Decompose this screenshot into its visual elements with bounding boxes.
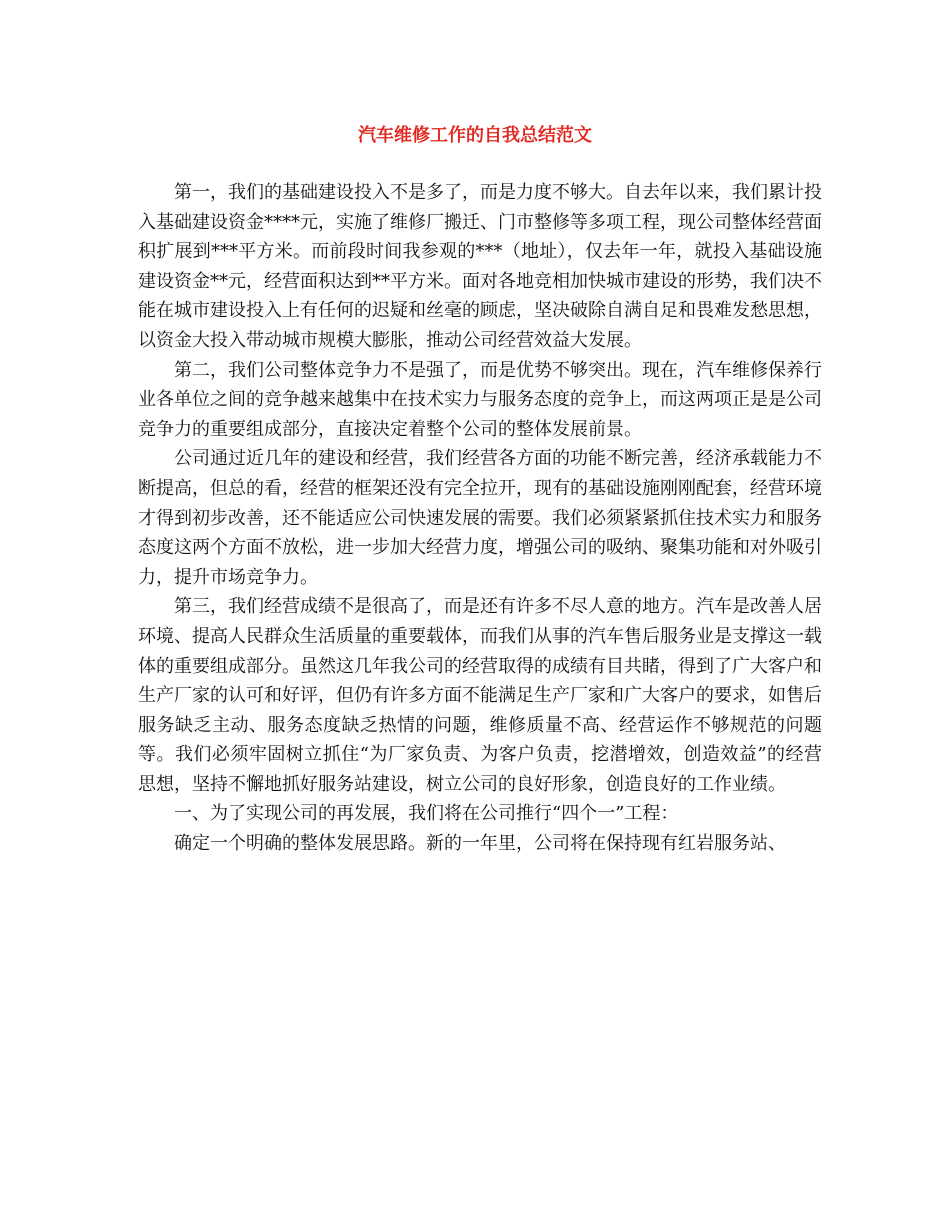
paragraph-1: 第一，我们的基础建设投入不是多了，而是力度不够大。自去年以来，我们累计投入基础建设资金****元，实施了维修厂搬迁、门市整修等多项工程，现公司整体经营面积扩展到***平方米。而前段时间我参观的***（地址），仅去年一年，就投入基础设施建设资金**元，经营面积达到**平方米。面对各地竞相加快城市建设的形势，我们决不能在城市建设投入上有任何的迟疑和丝毫的顾虑，坚决破除自满自足和畏难发愁思想，以资金大投入带动城市规模大膨胀，推动公司经营效益大发展。 (138, 182, 822, 351)
paragraph-4: 第三，我们经营成绩不是很高了，而是还有许多不尽人意的地方。汽车是改善人居环境、提高人民群众生活质量的重要载体，而我们从事的汽车售后服务业是支撑这一载体的重要组成部分。虽然这几年我公司的经营取得的成绩有目共睹，得到了广大客户和生产厂家的认可和好评，但仍有许多方面不能满足生产厂家和广大客户的要求，如售后服务缺乏主动、服务态度缺乏热情的问题，维修质量不高、经营运作不够规范的问题等。我们必须牢固树立抓住“为厂家负责、为客户负责，挖潜增效，创造效益”的经营思想，坚持不懈地抓好服务站建设，树立公司的良好形象，创造良好的工作业绩。 (138, 596, 822, 795)
document-body (138, 178, 822, 859)
paragraph-2: 第二，我们公司整体竞争力不是强了，而是优势不够突出。现在，汽车维修保养行业各单位之间的竞争越来越集中在技术实力与服务态度的竞争上，而这两项正是是公司竞争力的重要组成部分，直接决定着整个公司的整体发展前景。 (138, 359, 822, 440)
paragraph-6: 确定一个明确的整体发展思路。新的一年里，公司将在保持现有红岩服务站、 (174, 833, 786, 855)
document-title: 汽车维修工作的自我总结范文 (358, 125, 592, 146)
paragraph-5: 一、为了实现公司的再发展，我们将在公司推行“四个一”工程： (174, 803, 679, 825)
paragraph-3: 公司通过近几年的建设和经营，我们经营各方面的功能不断完善，经济承载能力不断提高，但总的看，经营的框架还没有完全拉开，现有的基础设施刚刚配套，经营环境才得到初步改善，还不能适应公司快速发展的需要。我们必须紧紧抓住技术实力和服务态度这两个方面不放松，进一步加大经营力度，增强公司的吸纳、聚集功能和对外吸引力，提升市场竞争力。 (138, 448, 822, 588)
